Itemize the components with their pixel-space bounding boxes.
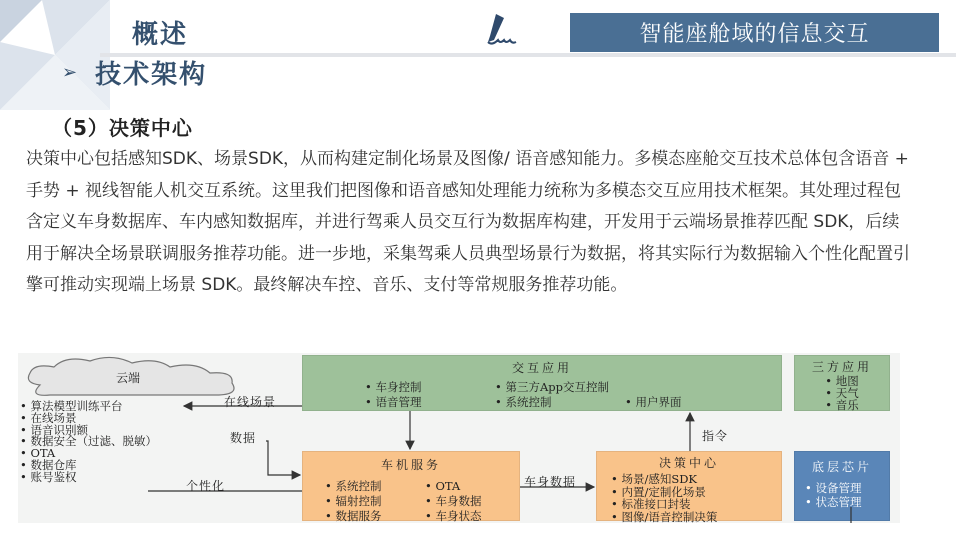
section-title: 概述 — [132, 20, 189, 50]
vehicle-service-item: • 辐射控制 — [325, 494, 425, 509]
vehicle-service-item: • 车身数据 — [425, 494, 515, 509]
subsection-heading — [62, 54, 207, 91]
chip-item: • 状态管理 — [805, 495, 889, 509]
vehicle-service-item: • 数据服务 — [325, 509, 425, 524]
subsection-title: 技术架构 — [95, 60, 208, 90]
architecture-diagram — [18, 353, 900, 523]
cloud-item: • 在线场景 — [20, 413, 157, 425]
cloud-item: • 语音识别额 — [20, 425, 157, 437]
cloud-item: • 算法模型训练平台 — [20, 401, 157, 413]
vehicle-service-title: 车机服务 — [380, 458, 441, 472]
interaction-item: • 用户界面 — [625, 395, 735, 410]
third-party-title: 三方应用 — [811, 360, 872, 374]
personalization-label: 个性化 — [186, 479, 226, 493]
cloud-item: • 数据仓库 — [20, 460, 157, 472]
decision-center-item: • 图像/语音控制决策 — [611, 511, 781, 524]
interaction-item: • 第三方App交互控制 — [495, 380, 735, 395]
interaction-item: • 语音管理 — [365, 395, 495, 410]
header-banner: 智能座舱域的信息交互 — [570, 13, 939, 52]
cloud-item: • 账号鉴权 — [20, 472, 157, 484]
arrow-bullet-icon: ➢ — [62, 62, 78, 83]
chip-title: 底层芯片 — [811, 460, 872, 474]
header-divider — [100, 53, 956, 57]
diagram-connectors — [18, 353, 900, 523]
interaction-app-title: 交互应用 — [511, 361, 572, 375]
point-title: （5）决策中心 — [52, 116, 193, 140]
vehicle-service-item: • OTA — [425, 479, 515, 494]
interaction-item: • 车身控制 — [365, 380, 495, 395]
pen-logo-icon — [482, 10, 524, 50]
third-party-item: • 天气 — [795, 387, 889, 399]
decision-center-item: • 场景/感知SDK — [611, 473, 781, 486]
decision-center-item: • 标准接口封装 — [611, 498, 781, 511]
command-label: 指令 — [702, 429, 729, 443]
online-scene-label: 在线场景 — [224, 395, 277, 409]
third-party-item: • 地图 — [795, 375, 889, 387]
cloud-item: • 数据安全（过滤、脱敏） — [20, 436, 157, 448]
decision-center-title: 决策中心 — [658, 456, 719, 470]
interaction-item: • 系统控制 — [495, 395, 625, 410]
chip-item: • 设备管理 — [805, 481, 889, 495]
vehicle-service-item: • 车身状态 — [425, 509, 515, 524]
decision-center-item: • 内置/定制化场景 — [611, 486, 781, 499]
cloud-label: 云端 — [116, 371, 141, 385]
third-party-item: • 音乐 — [795, 399, 889, 411]
data-label: 数据 — [230, 431, 257, 445]
cloud-item: • OTA — [20, 448, 157, 460]
body-paragraph: 决策中心包括感知SDK、场景SDK，从而构建定制化场景及图像/ 语音感知能力。多模态座舱交互技术总体包含语音 + 手势 + 视线智能人机交互系统。这里我们把图像和语音感知处理能力统称为多模态交互应用技术框架。其处理过程包含定义车身数据库、车内感知数据库，并进行驾乘人员交互行为数据库构建，开发用于云端场景推荐匹配 SDK，后续用于解决全场景联调服务推荐功能。进一步地，采集驾乘人员典型场景行为数据，将其实际行为数据输入个性化配置引擎可推动实现端上场景 SDK。最终解决车控、音乐、支付等常规服务推荐功能。 — [26, 149, 910, 295]
vehicle-service-item: • 系统控制 — [325, 479, 425, 494]
vehicle-data-label: 车身数据 — [524, 475, 577, 489]
